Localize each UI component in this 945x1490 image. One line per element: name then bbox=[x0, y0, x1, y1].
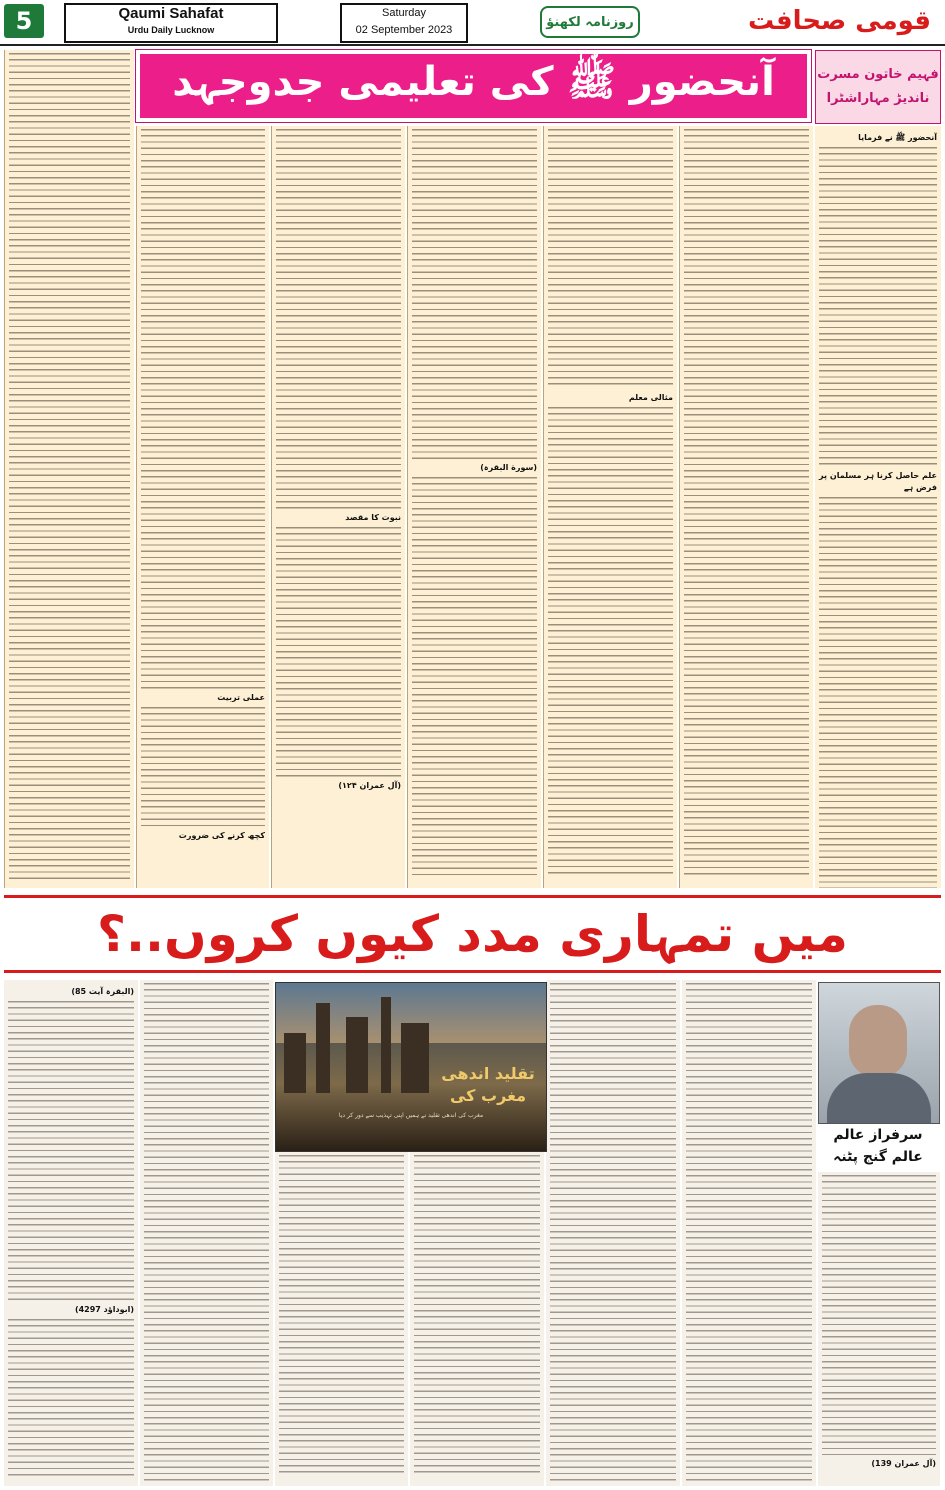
article2-author-place: عالم گنج پٹنہ bbox=[833, 1149, 923, 1165]
text-block bbox=[412, 477, 537, 877]
article1-snippet: علم حاصل کرنا ہر مسلمان پر فرض ہے bbox=[819, 471, 937, 492]
text-block bbox=[412, 129, 537, 459]
article2-snippet: (آل عمران 139) bbox=[871, 1459, 936, 1468]
tower-shape bbox=[284, 1033, 306, 1093]
photo-body-shape bbox=[827, 1073, 931, 1124]
text-block bbox=[141, 129, 265, 689]
article2-author-name: سرفراز عالم bbox=[833, 1127, 923, 1143]
article1-snippet: عملی تربیت bbox=[217, 693, 265, 702]
text-block bbox=[9, 53, 130, 879]
article1-snippet: آنحضور ﷺ نے فرمایا bbox=[858, 133, 937, 142]
article2-column-4 bbox=[410, 1152, 544, 1486]
urdu-logo: قومی صحافت bbox=[748, 6, 931, 36]
article1-author-box bbox=[815, 50, 941, 124]
poster-note: مغرب کی اندھی تقلید نے ہمیں اپنی تہذیب سے دور کر دیا bbox=[338, 1112, 484, 1119]
article1-column-6 bbox=[136, 126, 269, 888]
article2-column-2 bbox=[682, 980, 816, 1486]
article1-headline: آنحضور ﷺ کی تعلیمی جدوجہد bbox=[136, 50, 811, 122]
tower-shape bbox=[316, 1003, 330, 1093]
issue-date: 02 September 2023 bbox=[355, 24, 453, 36]
article2-snippet: (البقرہ آیت 85) bbox=[71, 987, 134, 996]
text-block bbox=[548, 407, 673, 877]
brand-box bbox=[64, 3, 278, 43]
text-block bbox=[819, 497, 937, 888]
date-box bbox=[340, 3, 468, 43]
article2-column-3 bbox=[546, 980, 680, 1486]
article2-column-5 bbox=[275, 1152, 408, 1486]
issue-day: Saturday bbox=[381, 7, 427, 19]
article1-column-3 bbox=[543, 126, 677, 888]
author-photo bbox=[818, 982, 940, 1124]
text-block bbox=[822, 1175, 936, 1455]
text-block bbox=[414, 1155, 540, 1475]
text-block bbox=[144, 983, 269, 1483]
tower-shape bbox=[346, 1017, 368, 1093]
text-block bbox=[550, 983, 676, 1483]
text-block bbox=[141, 707, 265, 827]
article1-column-7 bbox=[4, 50, 134, 888]
article1-column-2 bbox=[679, 126, 813, 888]
text-block bbox=[279, 1155, 404, 1475]
article1-column-4 bbox=[407, 126, 541, 888]
article2-headline: میں تمہاری مدد کیوں کروں..؟ bbox=[4, 895, 941, 973]
text-block bbox=[276, 527, 401, 777]
article1-snippet: (آل عمران ۱۲۴) bbox=[338, 781, 401, 790]
page-number: 5 bbox=[4, 4, 44, 38]
text-block bbox=[684, 129, 809, 879]
text-block bbox=[8, 1319, 134, 1479]
brand-english: Qaumi Sahafat bbox=[118, 5, 224, 22]
text-block bbox=[276, 129, 401, 509]
article1-author-place: ناندیڑ مہاراشٹرا bbox=[826, 91, 930, 106]
article1-author-name: فہیم خاتون مسرت bbox=[817, 67, 939, 82]
poster-title: تقلید اندھی مغرب کی bbox=[441, 1064, 535, 1105]
article1-snippet: نبوت کا مقصد bbox=[345, 513, 401, 522]
brand-sub: Urdu Daily Lucknow bbox=[127, 25, 215, 35]
text-block bbox=[548, 129, 673, 389]
text-block bbox=[8, 1001, 134, 1301]
article2-byline bbox=[818, 1124, 938, 1170]
text-block bbox=[686, 983, 812, 1483]
article1-snippet: کچھ کرنے کی ضرورت bbox=[178, 831, 265, 840]
photo-head-shape bbox=[849, 1005, 907, 1077]
article2-snippet: (ابوداؤد 4297) bbox=[74, 1305, 134, 1314]
article1-snippet: (سورة البقرہ) bbox=[480, 463, 537, 472]
article2-column-7 bbox=[4, 980, 138, 1486]
article1-column-1 bbox=[815, 126, 941, 888]
article2-column-1 bbox=[818, 1172, 940, 1486]
article1-column-5 bbox=[271, 126, 405, 888]
tower-shape bbox=[401, 1023, 429, 1093]
article-illustration bbox=[275, 982, 547, 1152]
text-block bbox=[819, 147, 937, 467]
tower-shape bbox=[381, 997, 391, 1093]
article1-snippet: مثالی معلم bbox=[628, 393, 673, 402]
article2-column-6 bbox=[140, 980, 273, 1486]
masthead bbox=[0, 0, 945, 46]
urdu-edition: روزنامہ لکھنؤ bbox=[540, 6, 640, 38]
